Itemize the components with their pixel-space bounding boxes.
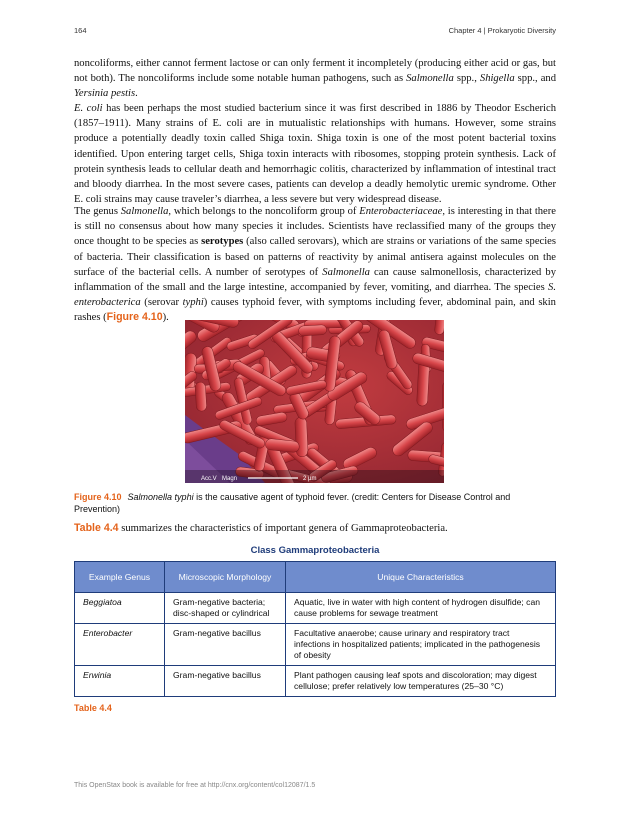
header-example-genus: Example Genus xyxy=(75,562,165,593)
cell-genus: Enterobacter xyxy=(75,624,165,666)
salmonella-micrograph xyxy=(185,320,444,483)
term-ecoli: E. coli xyxy=(74,103,103,114)
gammaproteobacteria-table xyxy=(74,561,556,697)
page-footer: This OpenStax book is available for free at http://cnx.org/content/col12087/1.5 xyxy=(74,782,316,789)
micrograph-scale-label: 2 µm xyxy=(303,476,317,482)
micrograph-image xyxy=(185,320,444,483)
cell-morphology: Gram-negative bacteria; disc-shaped or cylindrical xyxy=(165,593,286,624)
bacterium-rod xyxy=(298,325,327,336)
header-unique-characteristics: Unique Characteristics xyxy=(286,562,556,593)
caption-text: is the causative agent of typhoid fever. (credit: Centers for Disease Control and Prevention) xyxy=(74,492,511,514)
table-row xyxy=(75,593,556,624)
table-row xyxy=(75,666,556,697)
cell-morphology: Gram-negative bacillus xyxy=(165,624,286,666)
cell-characteristics: Plant pathogen causing leaf spots and discoloration; may digest cellulose; prefer relatively low temperatures (25–30 °C) xyxy=(286,666,556,697)
paragraph-noncoliforms: noncoliforms, either cannot ferment lactose or can only ferment it incompletely (producing either acid or gas, but not both). The noncoliforms include some notable human pathogens, such as Salmonella spp., Shigella spp., and Yersinia pestis. xyxy=(74,58,557,100)
figure-4-10-link[interactable]: Figure 4.10 xyxy=(106,311,163,324)
running-header: Chapter 4 | Prokaryotic Diversity xyxy=(448,26,556,35)
term-serotypes: serotypes xyxy=(201,236,244,248)
cell-genus: Beggiatoa xyxy=(75,593,165,624)
bacterium-rod xyxy=(417,361,430,406)
bacterium-rod xyxy=(443,381,444,431)
term-yersinia-pestis: Yersinia pestis xyxy=(74,88,136,100)
term-salmonella: Salmonella xyxy=(406,73,454,85)
caption-species: Salmonella typhi xyxy=(127,492,194,502)
table-row xyxy=(75,624,556,666)
table-intro-paragraph: Table 4.4 summarizes the characteristics of important genera of Gammaproteobacteria. xyxy=(74,522,448,534)
micrograph-acc-label: Acc.V xyxy=(201,476,217,482)
cell-characteristics: Aquatic, live in water with high content of hydrogen disulfide; can cause problems for sewage treatment xyxy=(286,593,556,624)
cell-characteristics: Facultative anaerobe; cause urinary and respiratory tract infections in hospitalized patients; implicated in the pathogenesis of obesity xyxy=(286,624,556,666)
term-shigella: Shigella xyxy=(479,73,515,85)
table-header-row xyxy=(75,562,556,593)
page-number: 164 xyxy=(74,26,87,35)
table-label: Table 4.4 xyxy=(74,703,112,713)
cell-morphology: Gram-negative bacillus xyxy=(165,666,286,697)
paragraph-ecoli: E. coli has been perhaps the most studied bacterium since it was first described in 1886 by Theodor Escherich (1857–1911). Many strains of E. coli are in mutualistic relationships with humans. However, some strains produce a potentially deadly toxin called Shiga toxin. Shiga toxin is one of the most potent bacterial toxins identified. Upon entering target cells, Shiga toxin interacts with ribosomes, stopping protein synthesis. Lack of protein synthesis leads to cellular death and hemorrhagic colitis, characterized by inflammation of intestinal tract and bloody diarrhea. In the most severe cases, patients can develop a deadly hemolytic uremic syndrome. Other E. coli strains may cause traveler’s diarrhea, a less severe but very widespread disease. xyxy=(74,103,557,206)
header-microscopic-morphology: Microscopic Morphology xyxy=(165,562,286,593)
table-4-4-link[interactable]: Table 4.4 xyxy=(74,522,119,534)
micrograph-magn-label: Magn xyxy=(222,476,238,482)
paragraph-salmonella: The genus Salmonella, which belongs to the noncoliform group of Enterobacteriaceae, is interesting in that there is still no consensus about how many species it includes. Scientists have reclassified many of the groups they once thought to be species as serotypes (also called serovars), which are strains or variations of the same species of bacteria. Their classification is based on patterns of reactivity by animal antisera against molecules on the surface of the bacterial cells. A number of serotypes of Salmonella can cause salmonellosis, characterized by inflammation of the small and the large intestine, accompanied by fever, vomiting, and diarrhea. The species S. enterobacterica (serovar typhi) causes typhoid fever, with symptoms including fever, abdominal pain, and skin rashes (Figure 4.10). xyxy=(74,206,557,324)
figure-label: Figure 4.10 xyxy=(74,492,122,502)
table-title: Class Gammaproteobacteria xyxy=(250,545,380,556)
bacterium-rod xyxy=(434,320,444,335)
bacterium-rod xyxy=(195,382,207,412)
figure-caption xyxy=(74,491,556,515)
cell-genus: Erwinia xyxy=(75,666,165,697)
